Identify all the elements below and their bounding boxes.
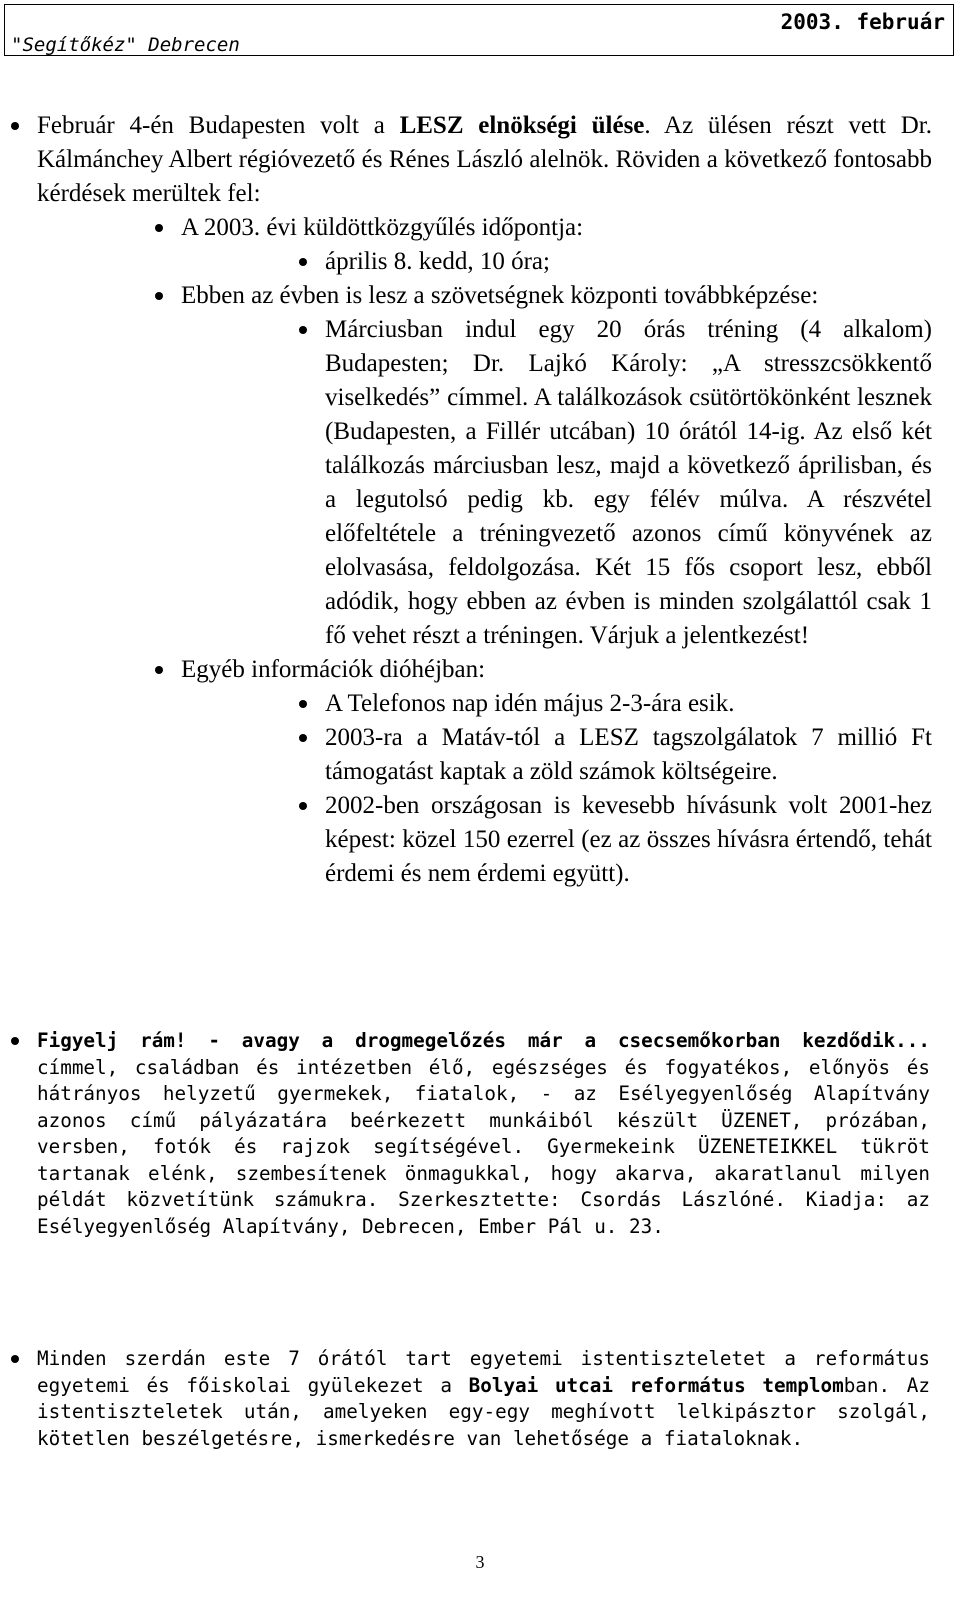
bullet-icon [299, 802, 307, 810]
section-worship [37, 1346, 930, 1452]
info-call-stats: 2002-ben országosan is kevesebb hívásunk volt 2001-hez képest: közel 150 ezerrel (ez az összes hívásra értendő, tehát érdemi és nem érdemi együtt). [325, 792, 932, 887]
list-item [181, 279, 932, 653]
book-description: címmel, családban és intézetben élő, egészséges és fogyatékos, előnyös és hátrányos helyzetű gyermekek, fiatalok, - az Esélyegyenlőség Alapítvány azonos című pályázatára beérkezett munkáiból készült ÜZENET, prózában, versben, fotók és rajzok segítségével. Gyermekeink ÜZENETEIKKEL tükröt tartanak elénk, szembesítenek önmagukkal, hogy akarva, akaratlanul milyen példát közvetítünk számukra. Szerkesztette: Csordás Lászlóné. Kiadja: az Esélyegyenlőség Alapítvány, Debrecen, Ember Pál u. 23. [37, 1055, 930, 1238]
training-detail: Márciusban indul egy 20 órás tréning (4 alkalom) Budapesten; Dr. Lajkó Károly: „A stresszcsökkentő viselkedés” címmel. A találkozások csütörtökönként lesznek (Budapesten, a Fillér utcában) 10 órától 14-ig. Az első két találkozás márciusban lesz, majd a következő áprilisban, és a legutolsó pedig kb. egy félév múlva. A részvétel előfeltétele a tréningvezető azonos című könyvének az elolvasása, feldolgozása. Két 15 fős csoport lesz, ebből adódik, hogy ebben az évben is minden szolgálattól csak 1 fő vehet részt a tréningen. Várjuk a jelentkezést! [325, 316, 932, 649]
page-number: 3 [475, 1552, 485, 1572]
bullet-icon [11, 122, 19, 130]
worship-text: Minden szerdán este 7 órától tart egyetemi istentiszteletet a református egyetemi és főiskolai gyülekezet a [37, 1347, 930, 1397]
bullet-icon [299, 258, 307, 266]
item-assembly-date: A 2003. évi küldöttközgyűlés időpontja: [181, 214, 584, 241]
list-item [325, 245, 932, 279]
section-figyelj-ram [37, 1028, 930, 1240]
header-date: 2003. február [780, 10, 945, 34]
section-lesz-meeting [37, 109, 932, 891]
book-title: Figyelj rám! - avagy a drogmegelőzés már a csecsemőkorban kezdődik... [37, 1029, 930, 1052]
header-organization: "Segítőkéz" Debrecen [11, 34, 240, 56]
item-training: Ebben az évben is lesz a szövetségnek központi továbbképzése: [181, 282, 819, 309]
bullet-icon [11, 1037, 19, 1045]
info-phone-day: A Telefonos nap idén május 2-3-ára esik. [325, 690, 735, 717]
list-item [325, 721, 932, 789]
info-matav-support: 2003-ra a Matáv-tól a LESZ tagszolgálatok 7 millió Ft támogatást kaptak a zöld számok költségeire. [325, 724, 932, 785]
worship-text-rest: ban. Az istentiszteletek után, amelyeken egy-egy meghívott lelkipásztor szolgál, kötetlen beszélgetésre, ismerkedésre van lehetősége a fiataloknak. [37, 1373, 931, 1450]
bullet-icon [155, 666, 163, 674]
assembly-date-detail: április 8. kedd, 10 óra; [325, 248, 550, 275]
list-item [37, 1346, 930, 1452]
bullet-icon [155, 292, 163, 300]
intro-bold: LESZ elnökségi ülése [399, 112, 645, 139]
intro-text: Február 4-én Budapesten volt a [37, 112, 400, 139]
church-name: Bolyai utcai református templom [468, 1373, 844, 1397]
list-item [37, 109, 932, 891]
bullet-icon [299, 700, 307, 708]
bullet-icon [299, 326, 307, 334]
list-item [181, 211, 932, 279]
bullet-icon [11, 1355, 19, 1363]
intro-text-rest: . Az ülésen részt vett Dr. Kálmánchey Albert régióvezető és Rénes László alelnök. Röviden a következő fontosabb kérdések merültek fel: [37, 112, 932, 207]
item-other-info: Egyéb információk dióhéjban: [181, 656, 486, 683]
list-item [37, 1028, 930, 1240]
bullet-icon [155, 224, 163, 232]
page-header [4, 4, 954, 56]
list-item [181, 653, 932, 891]
list-item [325, 789, 932, 891]
bullet-icon [299, 734, 307, 742]
list-item [325, 687, 932, 721]
list-item [325, 313, 932, 653]
